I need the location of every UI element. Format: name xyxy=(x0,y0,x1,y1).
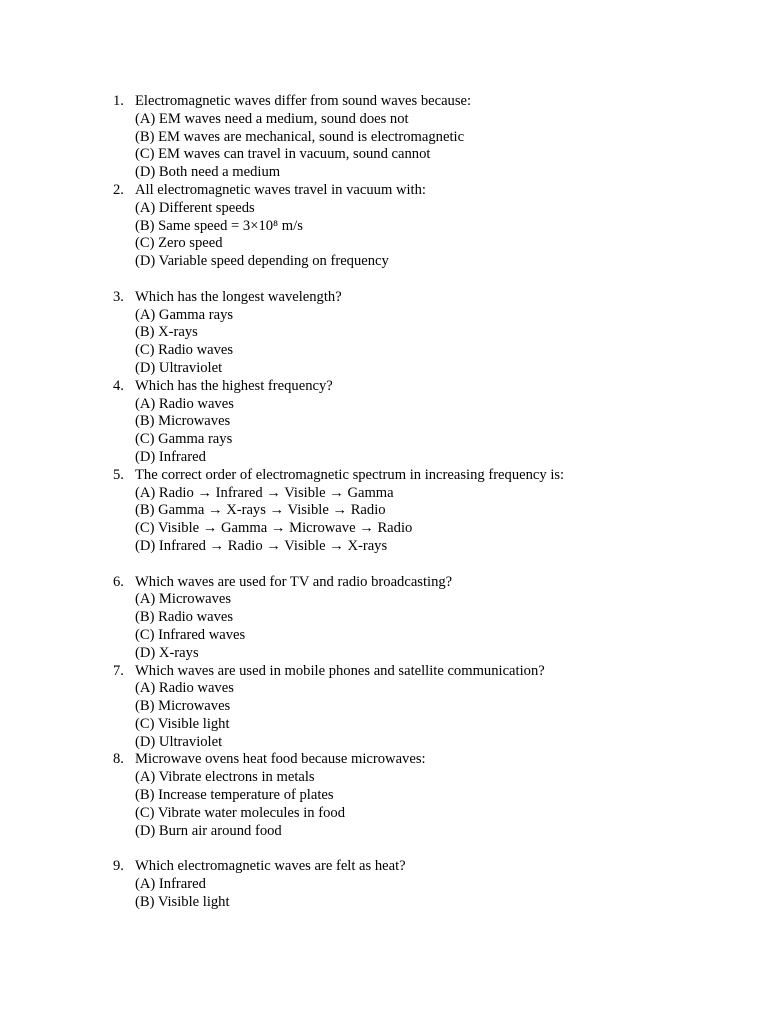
question-2 xyxy=(0,182,768,271)
question-3 xyxy=(0,289,768,378)
option-c: (C) Zero speed xyxy=(135,235,223,252)
option-c: (C) Radio waves xyxy=(135,342,234,359)
option-c: (C) EM waves can travel in vacuum, sound cannot xyxy=(135,146,431,163)
question-text: Microwave ovens heat food because microwaves: xyxy=(135,751,426,768)
question-number: 9. xyxy=(113,858,124,875)
question-number: 8. xyxy=(113,751,124,768)
option-a: (A) Different speeds xyxy=(135,199,255,216)
question-text: All electromagnetic waves travel in vacuum with: xyxy=(135,181,426,198)
option-b: (B) Microwaves xyxy=(135,698,231,715)
option-c: (C) Vibrate water molecules in food xyxy=(135,804,345,821)
option-a: (A) Vibrate electrons in metals xyxy=(135,769,315,786)
question-8 xyxy=(0,751,768,840)
option-a: (A) Microwaves xyxy=(135,591,232,608)
option-d: (D) X-rays xyxy=(135,644,199,661)
option-d: (D) Burn air around food xyxy=(135,822,282,839)
question-text: Which waves are used for TV and radio broadcasting? xyxy=(135,573,453,590)
option-b: (B) Increase temperature of plates xyxy=(135,787,334,804)
option-d: (D) Variable speed depending on frequency xyxy=(135,253,389,270)
question-text: Which has the highest frequency? xyxy=(135,377,333,394)
question-1 xyxy=(0,93,768,182)
option-b: (B) Same speed = 3×10⁸ m/s xyxy=(135,217,303,234)
question-text: Which has the longest wavelength? xyxy=(135,288,342,305)
option-a: (A) Radio → Infrared → Visible → Gamma xyxy=(135,484,394,501)
option-c: (C) Visible → Gamma → Microwave → Radio xyxy=(135,520,413,537)
option-d: (D) Infrared → Radio → Visible → X-rays xyxy=(135,537,388,554)
question-9 xyxy=(0,858,768,911)
option-b: (B) Gamma → X-rays → Visible → Radio xyxy=(135,502,386,519)
option-d: (D) Infrared xyxy=(135,448,206,465)
option-a: (A) EM waves need a medium, sound does not xyxy=(135,110,409,127)
option-a: (A) Infrared xyxy=(135,876,206,893)
option-b: (B) Microwaves xyxy=(135,413,231,430)
option-d: (D) Ultraviolet xyxy=(135,359,223,376)
question-text: The correct order of electromagnetic spectrum in increasing frequency is: xyxy=(135,466,565,483)
question-number: 3. xyxy=(113,288,124,305)
option-d: (D) Both need a medium xyxy=(135,164,281,181)
option-d: (D) Ultraviolet xyxy=(135,733,223,750)
question-number: 5. xyxy=(113,466,124,483)
question-7 xyxy=(0,663,768,752)
question-number: 4. xyxy=(113,377,124,394)
option-a: (A) Gamma rays xyxy=(135,306,234,323)
question-5 xyxy=(0,467,768,556)
option-b: (B) EM waves are mechanical, sound is electromagnetic xyxy=(135,128,465,145)
question-text: Which electromagnetic waves are felt as heat? xyxy=(135,858,406,875)
option-b: (B) Visible light xyxy=(135,893,230,910)
option-c: (C) Visible light xyxy=(135,715,230,732)
question-number: 7. xyxy=(113,662,124,679)
option-a: (A) Radio waves xyxy=(135,395,234,412)
question-number: 1. xyxy=(113,93,124,109)
question-text: Which waves are used in mobile phones and satellite communication? xyxy=(135,662,545,679)
question-text: Electromagnetic waves differ from sound waves because: xyxy=(135,93,472,109)
option-b: (B) Radio waves xyxy=(135,609,234,626)
question-number: 6. xyxy=(113,573,124,590)
question-number: 2. xyxy=(113,181,124,198)
option-c: (C) Gamma rays xyxy=(135,431,233,448)
document-page xyxy=(0,93,768,912)
question-6 xyxy=(0,574,768,663)
option-c: (C) Infrared waves xyxy=(135,626,246,643)
option-a: (A) Radio waves xyxy=(135,680,234,697)
option-b: (B) X-rays xyxy=(135,324,198,341)
question-4 xyxy=(0,378,768,467)
